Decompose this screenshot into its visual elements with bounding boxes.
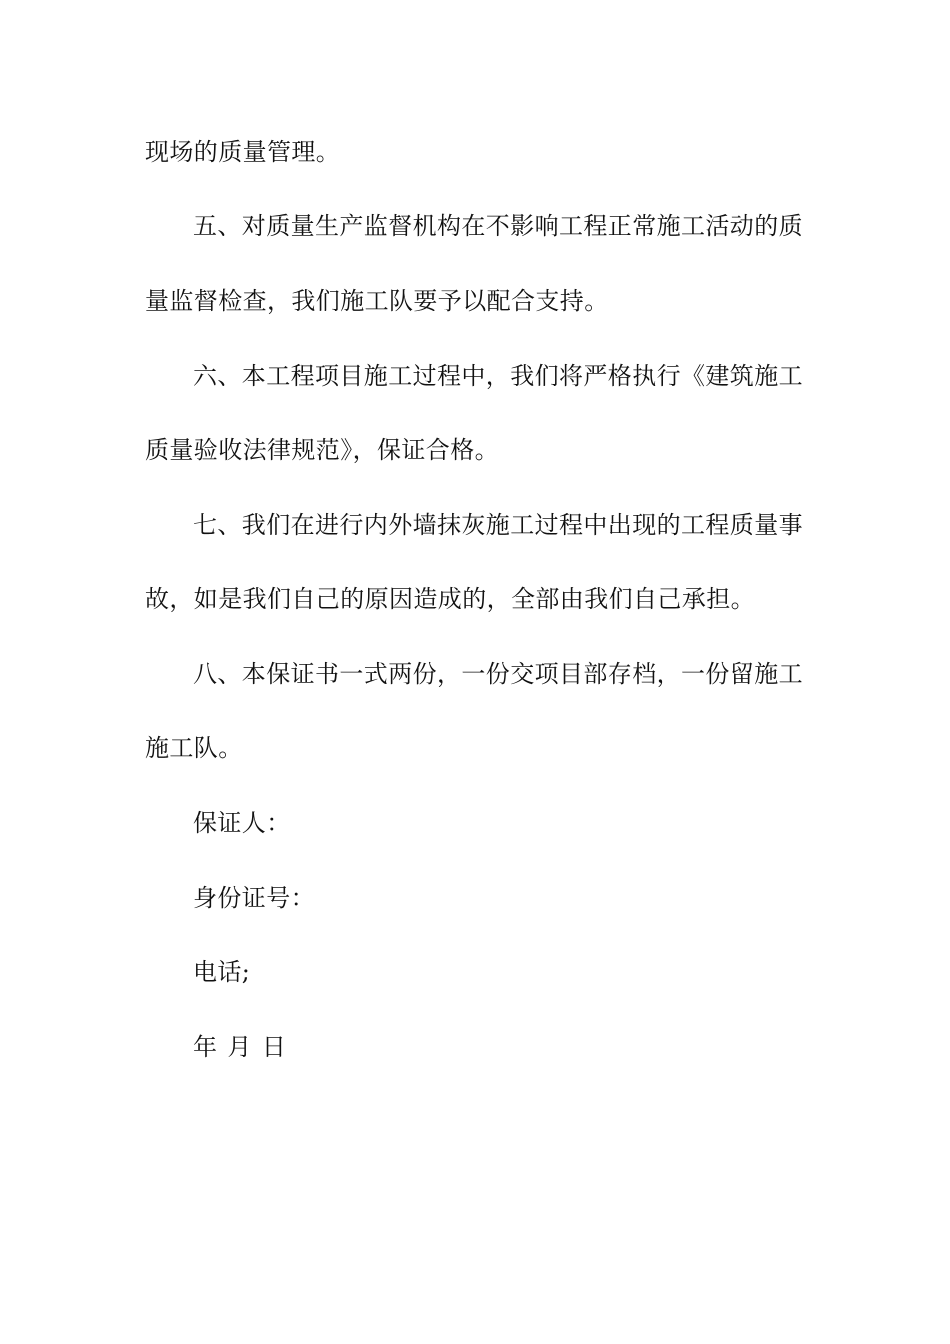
phone-label: 电话; — [193, 958, 251, 986]
id-number-label: 身份证号： — [193, 884, 315, 912]
paragraph-5-line-2: 量监督检查，我们施工队要予以配合支持。 — [145, 287, 609, 315]
paragraph-7-line-2: 故，如是我们自己的原因造成的，全部由我们自己承担。 — [145, 585, 755, 613]
paragraph-7-line-1: 七、我们在进行内外墙抹灰施工过程中出现的工程质量事 — [193, 511, 803, 539]
paragraph-6-line-1: 六、本工程项目施工过程中，我们将严格执行《建筑施工 — [193, 362, 803, 390]
paragraph-6-line-2: 质量验收法律规范》，保证合格。 — [145, 436, 499, 464]
paragraph-5-line-1: 五、对质量生产监督机构在不影响工程正常施工活动的质 — [193, 212, 803, 240]
date-month-label: 月 — [227, 1033, 252, 1061]
date-year-label: 年 — [193, 1033, 218, 1061]
date-day-label: 日 — [261, 1033, 287, 1061]
paragraph-8-line-1: 八、本保证书一式两份，一份交项目部存档，一份留施工 — [193, 660, 803, 688]
paragraph-continuation-line: 现场的质量管理。 — [145, 138, 341, 166]
paragraph-8-line-2: 施工队。 — [145, 734, 243, 762]
date-line — [193, 1032, 863, 1062]
guarantor-label: 保证人： — [193, 809, 291, 837]
